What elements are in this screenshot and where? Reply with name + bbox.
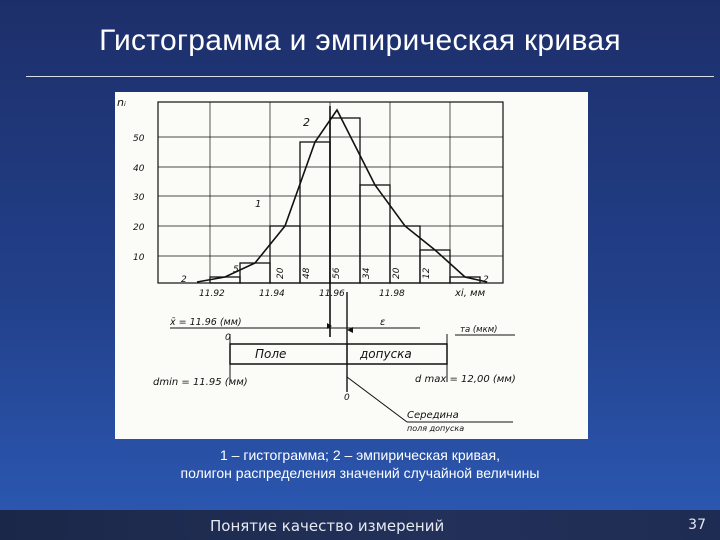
x-axis-label: xi, мм <box>455 288 486 299</box>
zero-label-2: 0 <box>344 393 350 403</box>
histogram-bar-4 <box>300 142 330 283</box>
bar-count-2: 5 <box>233 265 239 275</box>
bar-count-7: 20 <box>392 267 402 279</box>
title-divider <box>26 76 714 77</box>
bar-count-1: 2 <box>181 275 187 285</box>
bar-count-8: 12 <box>422 267 432 279</box>
slide-title: Гистограмма и эмпирическая кривая <box>99 24 621 57</box>
footer-text: Понятие качество измерений <box>210 517 445 535</box>
page-number: 37 <box>688 517 706 533</box>
figure-caption <box>100 446 620 482</box>
y-tick-40: 40 <box>133 164 145 174</box>
y-tick-30: 30 <box>133 193 145 203</box>
curve-label-2: 2 <box>303 116 310 129</box>
ta-label: тa (мкм) <box>460 325 498 335</box>
y-axis-label: nᵢ <box>117 96 126 109</box>
bar-count-5: 56 <box>332 267 342 279</box>
middle-label-1: Середина <box>407 410 459 421</box>
y-tick-10: 10 <box>133 253 145 263</box>
x-tick-2: 11.94 <box>259 289 285 299</box>
bar-count-6: 34 <box>362 267 372 279</box>
y-tick-50: 50 <box>133 134 145 144</box>
histogram-bar-2 <box>240 263 270 283</box>
mean-label: x̄ = 11.96 (мм) <box>170 317 242 328</box>
caption-line-2: полигон распределения значений случайной величины <box>180 465 540 481</box>
caption-line-1: 1 – гистограмма; 2 – эмпирическая кривая, <box>220 447 500 463</box>
middle-label-2: поля допуска <box>407 424 465 433</box>
bar-count-3: 20 <box>276 267 286 279</box>
field-right-label: допуска <box>360 347 412 361</box>
histogram-bar-1 <box>210 277 240 283</box>
y-tick-20: 20 <box>133 223 145 233</box>
zero-label-1: 0 <box>225 333 231 343</box>
dmax-label: d max = 12,00 (мм) <box>415 374 516 385</box>
bar-count-9: 2 <box>483 275 489 285</box>
histogram-diagram <box>115 92 588 439</box>
curve-label-1: 1 <box>255 199 262 210</box>
histogram-figure <box>115 92 588 439</box>
epsilon-label: ε <box>380 317 386 328</box>
x-tick-3: 11.96 <box>319 289 345 299</box>
dmin-label: dmin = 11.95 (мм) <box>153 377 248 388</box>
bar-count-4: 48 <box>302 267 312 279</box>
x-tick-1: 11.92 <box>199 289 225 299</box>
x-tick-4: 11.98 <box>379 289 405 299</box>
histogram-bar-5 <box>330 118 360 283</box>
middle-leader <box>347 377 407 422</box>
field-left-label: Поле <box>255 347 287 361</box>
